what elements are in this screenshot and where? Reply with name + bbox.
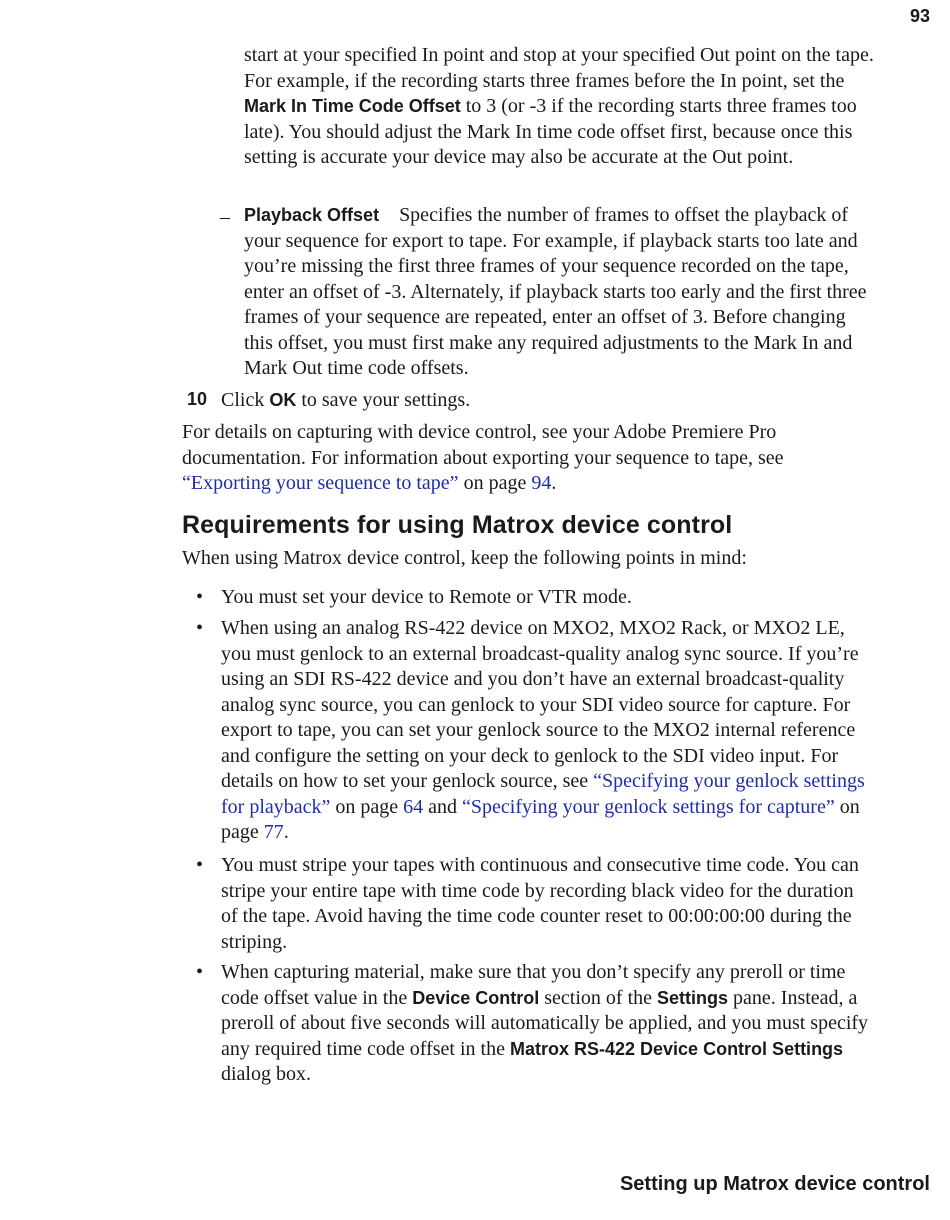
body-text: section of the xyxy=(539,986,658,1009)
dash-bullet: – xyxy=(220,206,230,228)
device-control-term: Device Control xyxy=(412,987,540,1008)
body-text: on page xyxy=(221,795,860,843)
section-heading: Requirements for using Matrox device control xyxy=(182,511,733,539)
body-text: Click xyxy=(221,389,270,411)
body-text: When capturing material, make sure that you don’t specify any preroll or time code offset value in the xyxy=(221,961,846,1009)
mark-in-offset-term: Mark In Time Code Offset xyxy=(244,96,461,116)
bullet-mark: • xyxy=(196,961,204,983)
running-footer: Setting up Matrox device control xyxy=(619,1173,930,1195)
page-number: 93 xyxy=(909,6,930,26)
step-number: 10 xyxy=(187,389,208,409)
bullet-mark: • xyxy=(196,617,204,639)
exporting-sequence-link[interactable]: “Exporting your sequence to tape” xyxy=(182,472,459,494)
rs422-settings-term: Matrox RS-422 Device Control Settings xyxy=(509,1038,844,1059)
genlock-capture-link[interactable]: “Specifying your genlock settings for capture” xyxy=(462,795,835,818)
body-text: For details on capturing with device control, see your Adobe Premiere Pro documentation. For information about exporting your sequence to tape, see xyxy=(182,421,784,469)
bullet-mark: • xyxy=(196,586,204,608)
step-10-text xyxy=(221,388,871,414)
body-text: start at your specified In point and stop at your specified Out point on the tape. For example, if the recording starts three frames before the In point, set the xyxy=(244,44,874,92)
details-paragraph xyxy=(182,420,872,497)
bullet-item-remote-mode: You must set your device to Remote or VTR mode. xyxy=(221,586,632,608)
ok-label: OK xyxy=(269,390,297,410)
playback-offset-description: Specifies the number of frames to offset the playback of your sequence for export to tape. For example, if playback starts too late and you’re missing the first three frames of your sequence recorded on the tape, enter an offset of -3. Alternately, if playback starts too early and the first three frames of your sequence are repeated, enter an offset of 3. Before changing this offset, you must first make any required adjustments to the Mark In and Mark Out time code offsets. xyxy=(244,204,867,379)
body-text: to save your settings. xyxy=(296,389,471,411)
playback-offset-item xyxy=(244,203,874,382)
bullet-item-capturing xyxy=(221,960,871,1088)
body-text: on page xyxy=(458,472,532,494)
bullet-item-stripe-tapes: You must stripe your tapes with continuous and consecutive time code. You can stripe your entire tape with time code by recording black video for the duration of the tape. Avoid having the time code counter reset to 00:00:00:00 during the striping. xyxy=(221,854,859,953)
body-text: to 3 (or -3 if the recording starts three frames too late). You should adjust the Mark In time code offset first, because once this setting is accurate your device may also be accurate at the Out point. xyxy=(244,95,857,168)
mark-in-offset-continuation xyxy=(244,43,874,171)
body-text: . xyxy=(283,821,289,843)
body-text: When using an analog RS-422 device on MXO2, MXO2 Rack, or MXO2 LE, you must genlock to an external broadcast-quality analog sync source. If you’re using an SDI RS-422 device and you don’t have an external broadcast-quality analog sync source, you can genlock to your SDI video source for capture. For export to tape, you can set your genlock source to the MXO2 internal reference and configure the setting on your deck to genlock to the SDI video input. For details on how to set your genlock source, see xyxy=(221,617,859,792)
playback-offset-term: Playback Offset xyxy=(244,205,380,225)
bullet-mark: • xyxy=(196,854,204,876)
bullet-item-genlock xyxy=(221,616,871,846)
page-94-link[interactable]: 94 xyxy=(531,472,552,494)
body-text: . xyxy=(551,472,557,494)
genlock-playback-link[interactable]: “Specifying your genlock settings for playback” xyxy=(221,770,865,818)
page-77-link[interactable]: 77 xyxy=(263,821,284,843)
page-64-link[interactable]: 64 xyxy=(403,795,424,818)
body-text: pane. Instead, a preroll of about five seconds will automatically be applied, and you must specify any required time code offset in the xyxy=(221,986,869,1060)
section-intro: When using Matrox device control, keep the following points in mind: xyxy=(182,547,747,569)
body-text: and xyxy=(423,795,463,818)
body-text: dialog box. xyxy=(221,1063,311,1085)
settings-term: Settings xyxy=(657,987,729,1008)
body-text: on page xyxy=(330,795,404,818)
